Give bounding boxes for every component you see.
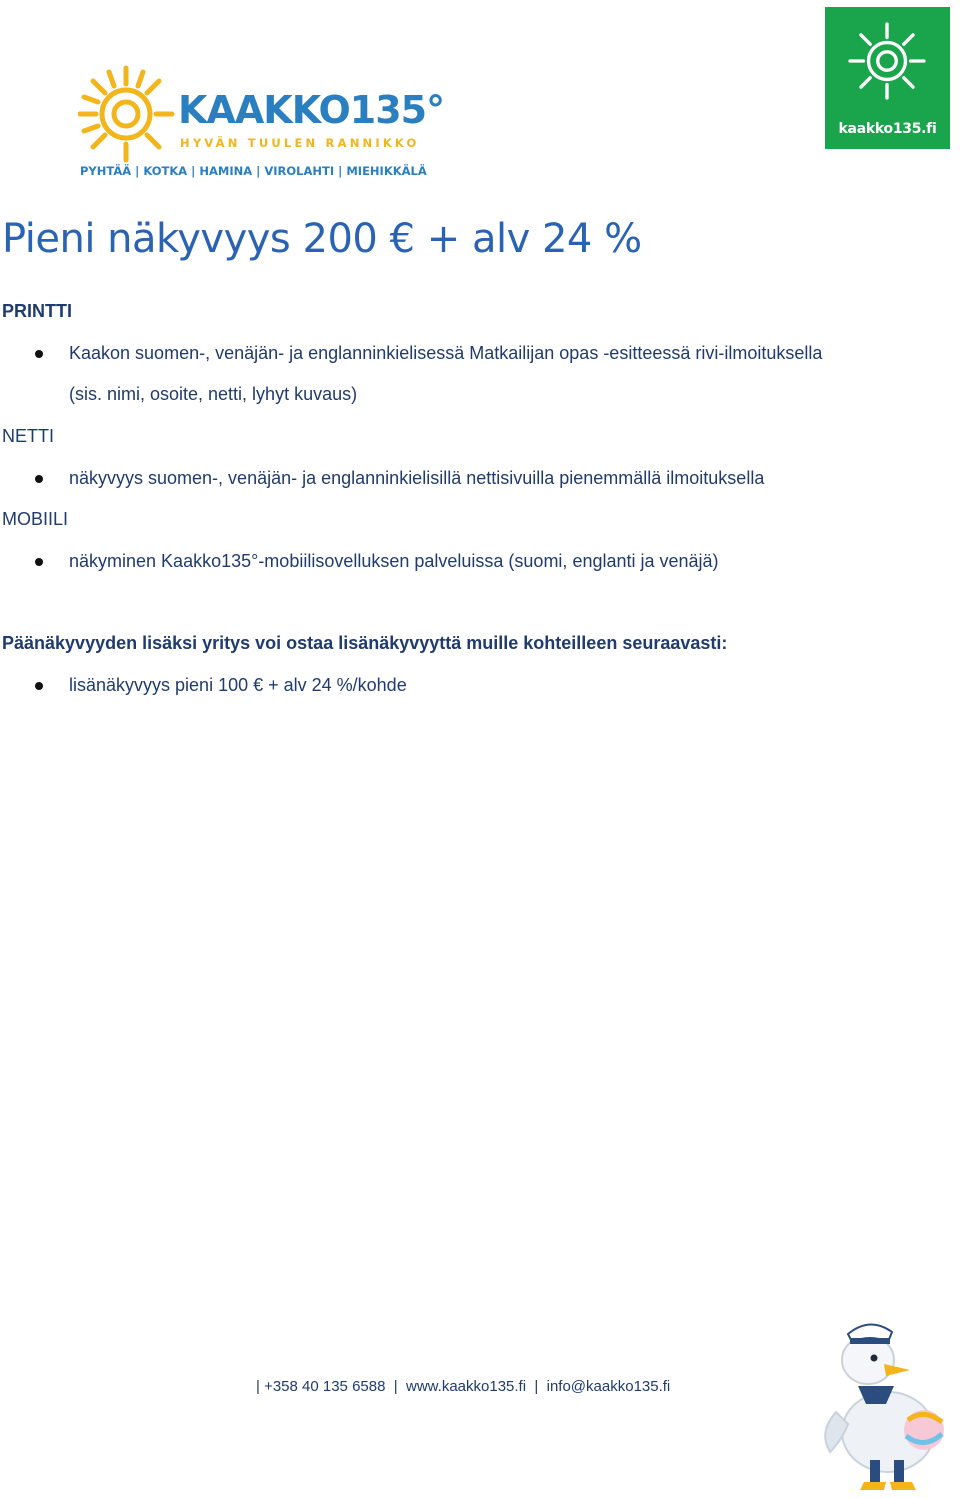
sun-icon <box>845 19 929 103</box>
list-item: lisänäkyvyys pieni 100 € + alv 24 %/kohde <box>69 675 407 695</box>
footer-contact: | +358 40 135 6588 | www.kaakko135.fi | info@kaakko135.fi <box>256 1378 671 1395</box>
brand-name: KAAKKO135° <box>178 88 445 132</box>
sun-icon <box>78 64 178 164</box>
brand-towns: PYHTÄÄ | KOTKA | HAMINA | VIROLAHTI | MIEHIKKÄLÄ <box>80 164 427 178</box>
extra-heading: Päänäkyvyyden lisäksi yritys voi ostaa lisänäkyvyyttä muille kohteilleen seuraavasti: <box>2 633 728 653</box>
bullet-icon <box>35 350 43 358</box>
bullet-icon <box>35 558 43 566</box>
page-title: Pieni näkyvyys 200 € + alv 24 % <box>2 216 642 262</box>
list-item: näkyvyys suomen-, venäjän- ja englanninkielisillä nettisivuilla pienemmällä ilmoituksella <box>69 468 765 488</box>
section-heading-netti: NETTI <box>2 426 54 446</box>
section-heading-mobiili: MOBIILI <box>2 509 69 529</box>
site-badge-text: kaakko135.fi <box>838 121 937 137</box>
list-item-continuation: (sis. nimi, osoite, netti, lyhyt kuvaus) <box>69 384 358 404</box>
section-heading-printti: PRINTTI <box>2 301 72 321</box>
site-badge-logo <box>825 7 950 149</box>
bullet-icon <box>35 475 43 483</box>
list-item: Kaakon suomen-, venäjän- ja englanninkielisessä Matkailijan opas -esitteessä rivi-ilmoituksella <box>69 343 823 363</box>
kaakko135-logo <box>78 64 445 184</box>
brand-tagline: HYVÄN TUULEN RANNIKKO <box>180 136 420 150</box>
list-item: näkyminen Kaakko135°-mobiilisovelluksen palveluissa (suomi, englanti ja venäjä) <box>69 551 719 571</box>
bullet-icon <box>35 682 43 690</box>
seagull-mascot-icon <box>808 1312 958 1494</box>
